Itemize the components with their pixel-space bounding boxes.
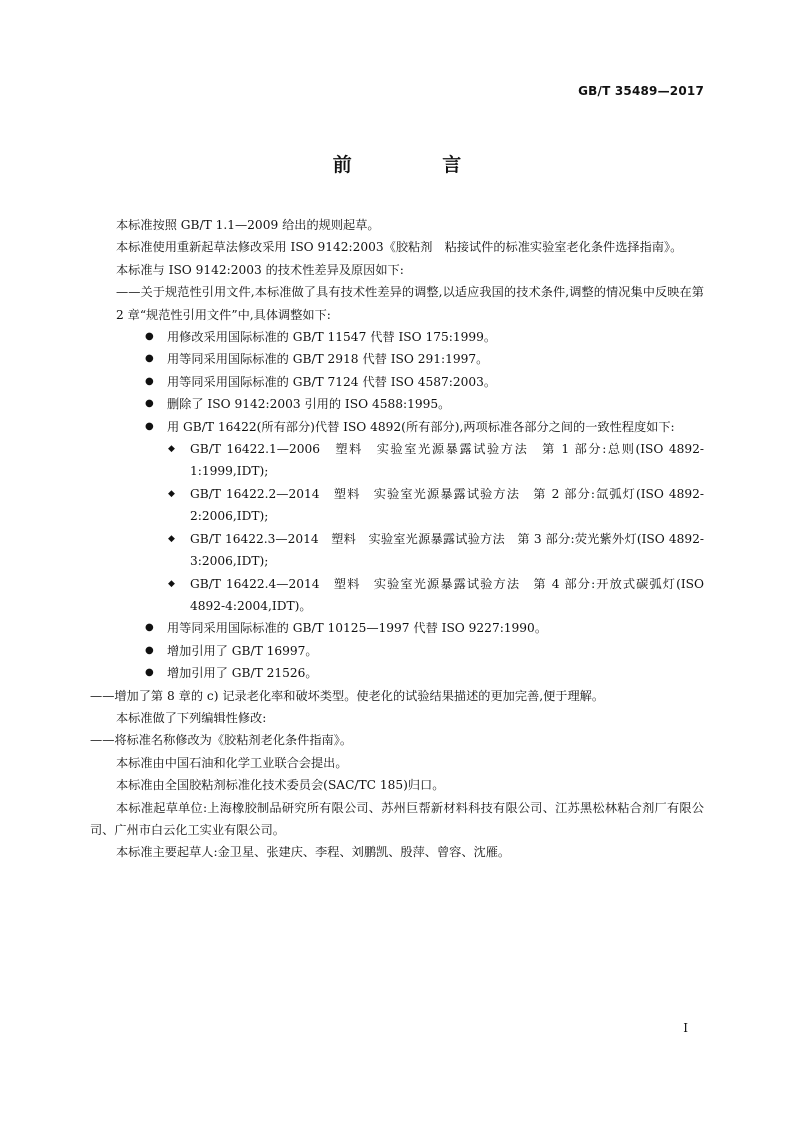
bullet-icon: ● bbox=[145, 353, 154, 365]
list-item: ● 用等同采用国际标准的 GB/T 2918 代替 ISO 291:1997。 bbox=[90, 348, 704, 370]
list-item: ● 增加引用了 GB/T 16997。 bbox=[90, 640, 704, 662]
dash-paragraph: ——将标准名称修改为《胶粘剂老化条件指南》。 bbox=[90, 733, 353, 748]
standard-code: GB/T 35489—2017 bbox=[578, 84, 704, 98]
bullet-icon: ● bbox=[145, 398, 154, 410]
paragraph: 本标准使用重新起草法修改采用 ISO 9142:2003《胶粘剂 粘接试件的标准实验室老化条件选择指南》。 bbox=[116, 240, 683, 255]
sub-list-item: ◆ GB/T 16422.2—2014 塑料 实验室光源暴露试验方法 第 2 部分:氙弧灯(ISO 4892-2:2006,IDT); bbox=[90, 483, 704, 528]
sub-list-item: ◆ GB/T 16422.4—2014 塑料 实验室光源暴露试验方法 第 4 部分:开放式碳弧灯(ISO 4892-4:2004,IDT)。 bbox=[90, 573, 704, 618]
paragraph: 本标准与 ISO 9142:2003 的技术性差异及原因如下: bbox=[116, 262, 404, 277]
paragraph: 本标准做了下列编辑性修改: bbox=[116, 710, 267, 725]
paragraph: 本标准按照 GB/T 1.1—2009 给出的规则起草。 bbox=[116, 218, 380, 232]
dash-paragraph: ——增加了第 8 章的 c) 记录老化率和破坏类型。使老化的试验结果描述的更加完善,便于理解。 bbox=[90, 688, 605, 703]
diamond-icon: ◆ bbox=[168, 533, 175, 544]
list-item: ● 用修改采用国际标准的 GB/T 11547 代替 ISO 175:1999。 bbox=[90, 326, 704, 348]
bullet-icon: ● bbox=[145, 644, 154, 656]
list-item: ● 用等同采用国际标准的 GB/T 10125—1997 代替 ISO 9227:1990。 bbox=[90, 617, 704, 639]
page-number: I bbox=[683, 1021, 688, 1035]
document-body bbox=[90, 214, 704, 864]
list-item: ● 删除了 ISO 9142:2003 引用的 ISO 4588:1995。 bbox=[90, 393, 704, 415]
list-item: ● 用等同采用国际标准的 GB/T 7124 代替 ISO 4587:2003。 bbox=[90, 371, 704, 393]
bullet-icon: ● bbox=[145, 420, 154, 432]
sub-list-item: ◆ GB/T 16422.1—2006 塑料 实验室光源暴露试验方法 第 1 部分:总则(ISO 4892-1:1999,IDT); bbox=[90, 438, 704, 483]
bullet-icon: ● bbox=[145, 667, 154, 679]
paragraph: 本标准由全国胶粘剂标准化技术委员会(SAC/TC 185)归口。 bbox=[116, 778, 445, 793]
list-item: ● 增加引用了 GB/T 21526。 bbox=[90, 662, 704, 684]
bullet-icon: ● bbox=[145, 622, 154, 634]
diamond-icon: ◆ bbox=[168, 578, 175, 589]
diamond-icon: ◆ bbox=[168, 444, 175, 455]
dash-paragraph: ——关于规范性引用文件,本标准做了具有技术性差异的调整,以适应我国的技术条件,调整的情况集中反映在第 2 章“规范性引用文件”中,具体调整如下: bbox=[116, 285, 704, 322]
paragraph: 本标准由中国石油和化学工业联合会提出。 bbox=[116, 755, 348, 770]
page-title: 前 言 bbox=[332, 154, 504, 176]
paragraph: 本标准主要起草人:金卫星、张建庆、李程、刘鹏凯、殷萍、曾容、沈雁。 bbox=[116, 845, 511, 860]
bullet-icon: ● bbox=[145, 331, 154, 343]
diamond-icon: ◆ bbox=[168, 488, 175, 499]
sub-list-item: ◆ GB/T 16422.3—2014 塑料 实验室光源暴露试验方法 第 3 部分:荧光紫外灯(ISO 4892-3:2006,IDT); bbox=[90, 528, 704, 573]
list-item: ● 用 GB/T 16422(所有部分)代替 ISO 4892(所有部分),两项标准各部分之间的一致性程度如下: bbox=[90, 416, 704, 438]
bullet-icon: ● bbox=[145, 375, 154, 387]
paragraph: 本标准起草单位:上海橡胶制品研究所有限公司、苏州巨帮新材料科技有限公司、江苏黑松林粘合剂厂有限公司、广州市白云化工实业有限公司。 bbox=[90, 800, 704, 837]
